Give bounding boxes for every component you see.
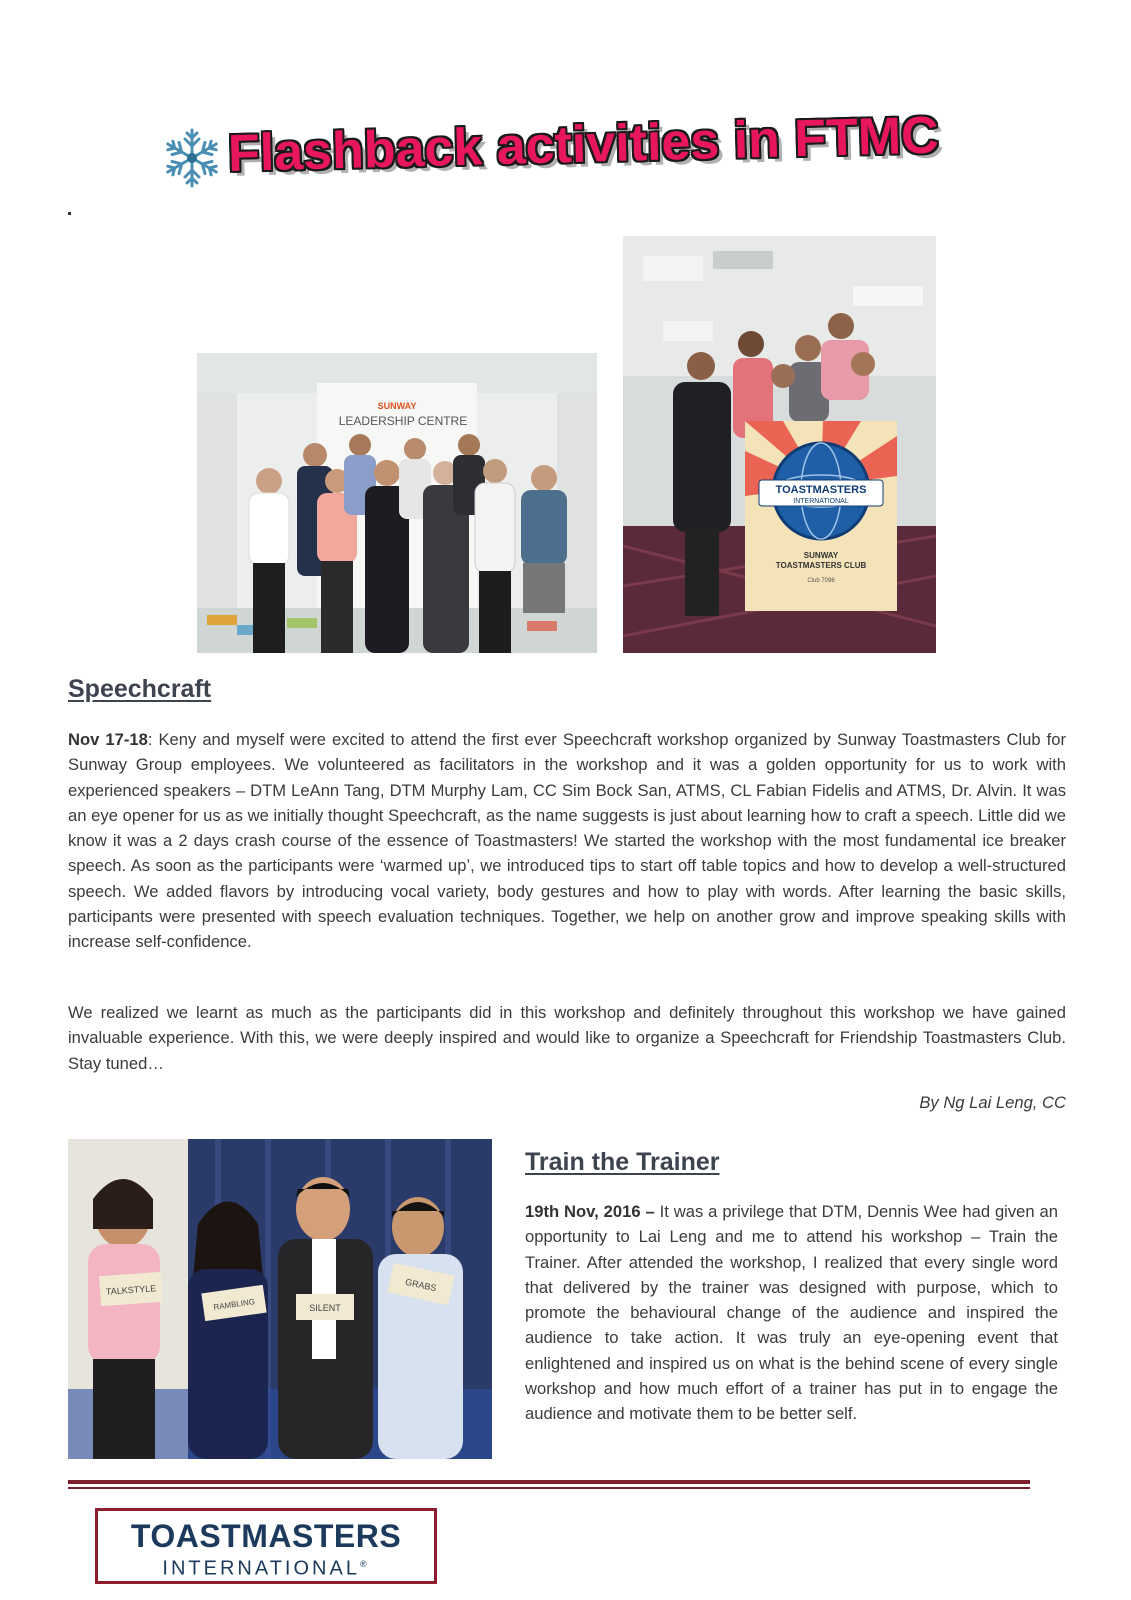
snowflake-icon	[160, 126, 224, 190]
train-the-trainer-date: 19th Nov, 2016 –	[525, 1202, 655, 1221]
banner-group-photo	[623, 236, 936, 653]
speechcraft-paragraph-2: We realized we learnt as much as the participants did in this workshop and definitely throughout this workshop we have gained invaluable experience. With this, we were deeply inspired and would like to organize a Speechcraft for Friendship Toastmasters Club. Stay tuned…	[68, 1003, 1066, 1073]
registered-mark: ®	[359, 1559, 370, 1569]
logo-sub-word: INTERNATIONAL	[162, 1557, 360, 1580]
card-2: RAMBLING	[212, 1297, 256, 1312]
speechcraft-heading: Speechcraft	[68, 675, 212, 703]
page-title: Flashback activities in FTMC	[227, 106, 940, 183]
train-the-trainer-photo	[68, 1139, 492, 1459]
banner-line2: INTERNATIONAL	[793, 498, 849, 505]
speechcraft-date: Nov 17-18	[68, 730, 148, 749]
footer-divider-thin	[68, 1487, 1030, 1489]
logo-main-text: TOASTMASTERS	[130, 1518, 402, 1554]
leadership-centre-photo	[197, 353, 597, 653]
sign-brand: SUNWAY	[377, 401, 417, 411]
train-the-trainer-heading: Train the Trainer	[525, 1148, 720, 1176]
toastmasters-logo	[95, 1508, 437, 1584]
sign-text: LEADERSHIP CENTRE	[338, 414, 468, 428]
train-the-trainer-paragraph	[525, 1199, 1058, 1427]
card-1: TALKSTYLE	[105, 1283, 157, 1297]
card-4: GRABS	[404, 1276, 438, 1294]
footer-divider-thick	[68, 1480, 1030, 1484]
banner-line1: TOASTMASTERS	[775, 484, 867, 496]
article-byline: By Ng Lai Leng, CC	[919, 1093, 1066, 1112]
card-3: SILENT	[309, 1303, 341, 1313]
page-header	[160, 106, 980, 198]
logo-sub-text	[98, 1553, 434, 1580]
train-the-trainer-body: It was a privilege that DTM, Dennis Wee had given an opportunity to Lai Leng and me to attend his workshop – Train the Trainer. After attended the workshop, I realized that every single word that delivered by the trainer was designed with purpose, which to promote the behavioural change of the audience and inspired the audience to take action. It was truly an eye-opening event that enlightened and inspired us on what is the behind scene of every single workshop and how much effort of a trainer has put in to engage the audience and motivate them to be better self.	[525, 1202, 1058, 1424]
banner-line3: SUNWAY	[803, 551, 839, 560]
banner-line5: Club 7096	[807, 578, 835, 584]
banner-line4: TOASTMASTERS CLUB	[775, 561, 867, 570]
stray-mark	[68, 212, 71, 215]
speechcraft-paragraph-1	[68, 727, 1066, 955]
speechcraft-paragraph-1-body: : Keny and myself were excited to attend the first ever Speechcraft workshop organized by Sunway Toastmasters Club for Sunway Group employees. We volunteered as facilitators in the workshop and it was a golden opportunity for us to work with experienced speakers – DTM LeAnn Tang, DTM Murphy Lam, CC Sim Bock San, ATMS, CL Fabian Fidelis and ATMS, Dr. Alvin. It was an eye opener for us as we initially thought Speechcraft, as the name suggests is just about learning how to craft a speech. Little did we know it was a 2 days crash course of the essence of Toastmasters! We started the workshop with the most fundamental ice breaker speech. As soon as the participants were ‘warmed up’, we introduced tips to start off table topics and how to develop a well-structured speech. We added flavors by introducing vocal variety, body gestures and how to play with words. After learning the basic skills, participants were presented with speech evaluation techniques. Together, we help on another grow and improve speaking skills with increase self-confidence.	[68, 730, 1066, 952]
